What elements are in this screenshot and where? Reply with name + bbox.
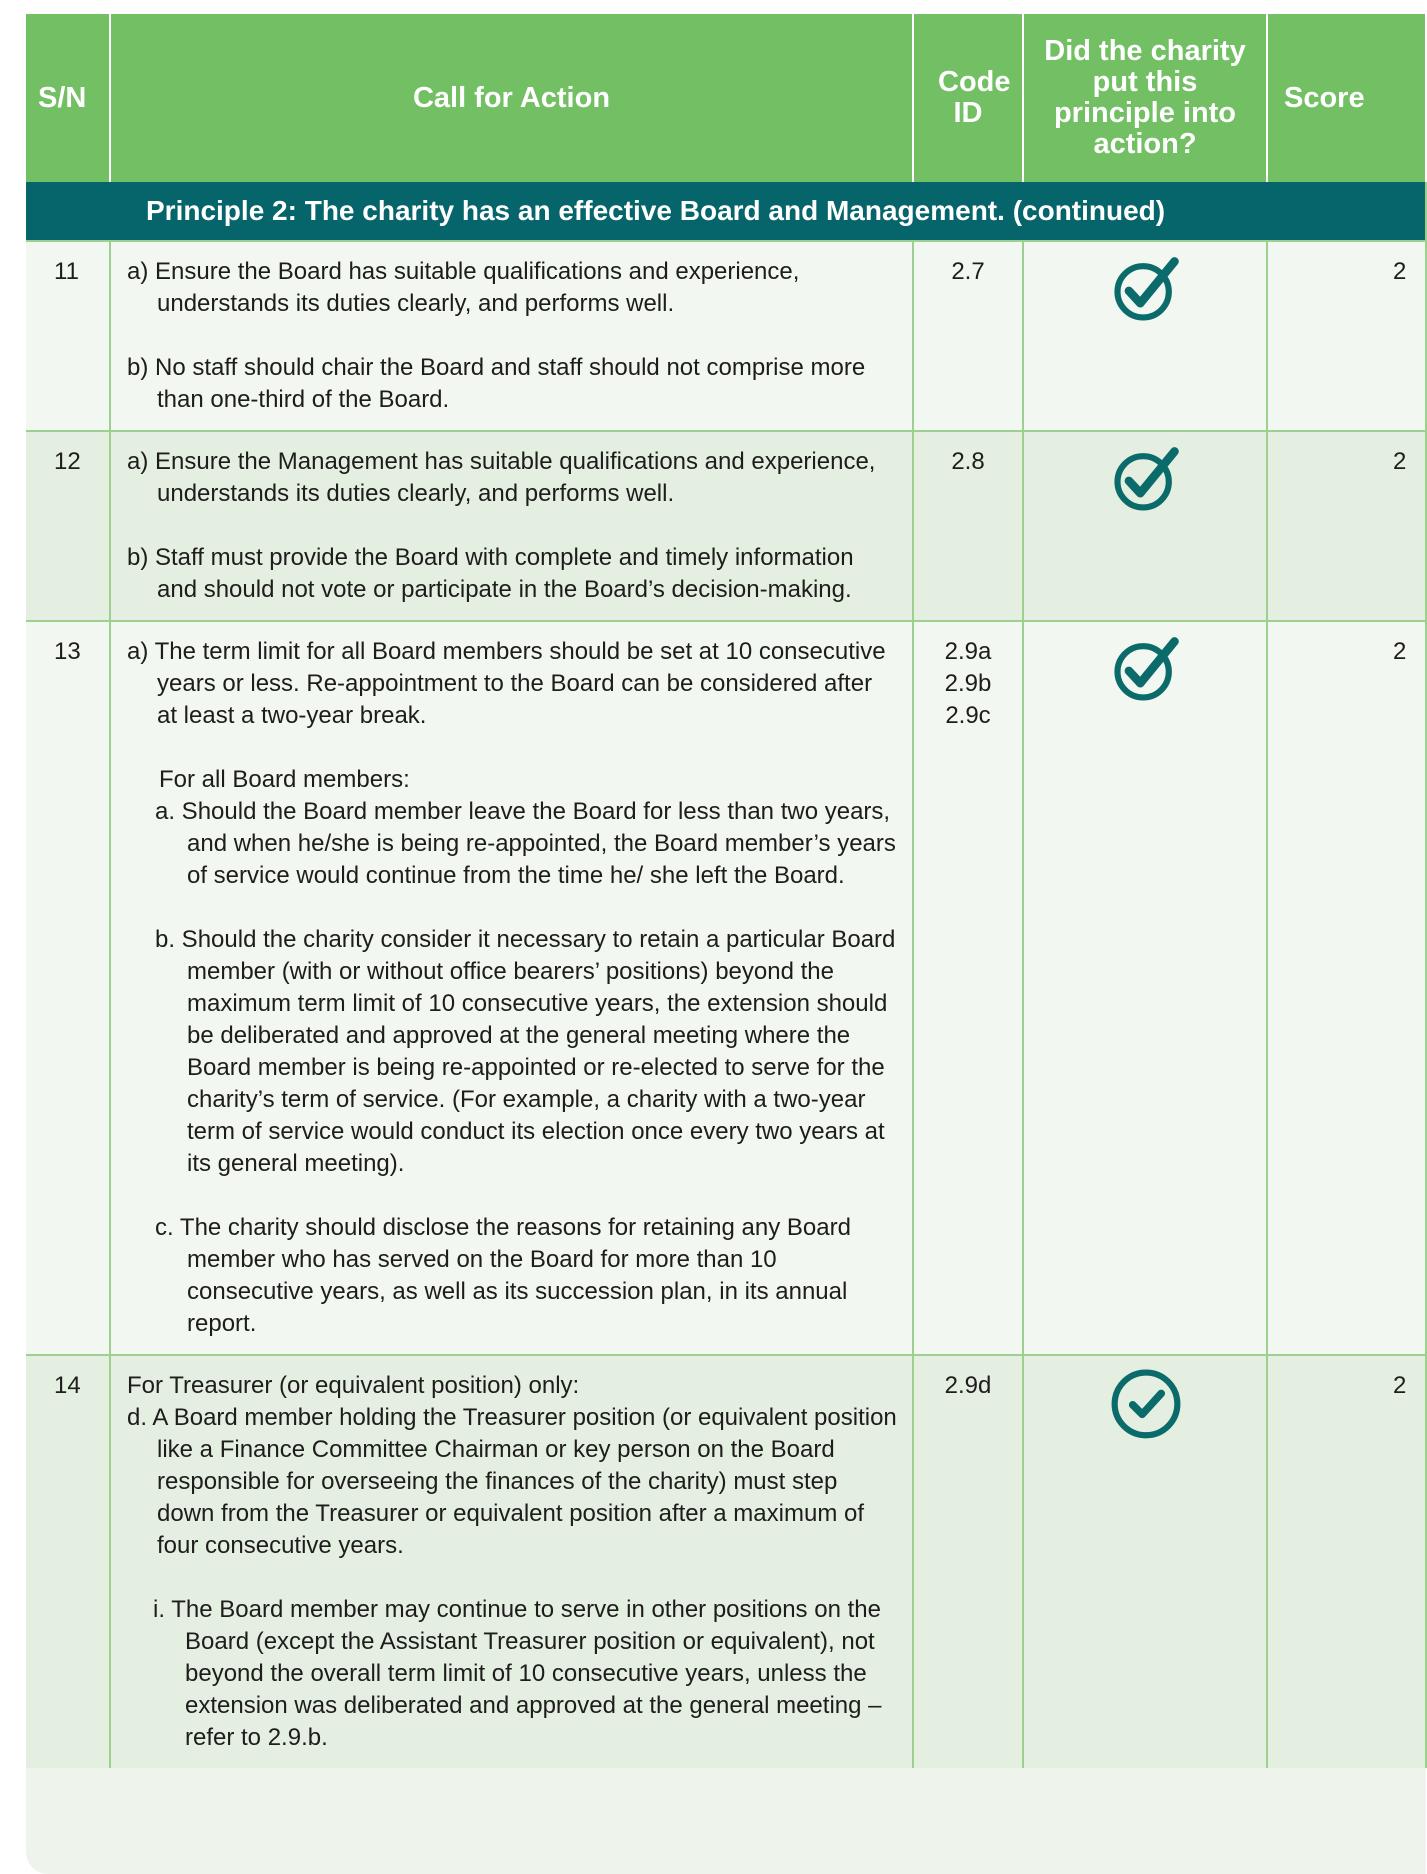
row-code-id [913, 241, 1023, 431]
code-id: 2.9d [944, 1372, 992, 1399]
row-score: 2 [1267, 1355, 1426, 1768]
principle-title: Principle 2: The charity has an effective Board and Management. (continued) [146, 195, 1166, 226]
row-sn: 12 [26, 431, 110, 621]
table-row [26, 621, 1426, 1355]
action-subitem: a. Should the Board member leave the Board for less than two years, and when he/she is being re-appointed, the Board member’s years of service would continue from the time he/ she left the Board. [155, 798, 896, 889]
table-row [26, 431, 1426, 621]
table-header-row [26, 14, 1426, 182]
code-id: 2.7 [951, 258, 985, 285]
header-sn: S/N [26, 14, 110, 182]
code-id: 2.9a [944, 638, 992, 665]
principle-row [26, 182, 1426, 241]
action-subitem: i. The Board member may continue to serve in other positions on the Board (except the Assistant Treasurer position or equivalent), not beyond the overall term limit of 10 consecutive years, unless the extension was deliberated and approved at the general meeting – refer to 2.9.b. [153, 1596, 882, 1751]
check-circle-icon [1108, 630, 1184, 706]
row-score: 2 [1267, 431, 1426, 621]
check-circle-icon [1108, 1364, 1184, 1440]
action-subitem: b. Should the charity consider it necessary to retain a particular Board member (with or without office bearers’ positions) beyond the maximum term limit of 10 consecutive years, the extension should be deliberated and approved at the general meeting where the Board member is being re-appointed or re-elected to serve for the charity’s term of service. (For example, a charity with a two-year term of service would conduct its election once every two years at its general meeting). [155, 926, 896, 1177]
governance-table-container [26, 14, 1426, 1874]
code-id: 2.9b [944, 670, 992, 697]
row-check [1023, 1355, 1267, 1768]
check-circle-icon [1108, 440, 1184, 516]
code-id: 2.8 [951, 448, 985, 475]
row-score: 2 [1267, 621, 1426, 1355]
row-call-for-action [110, 1355, 913, 1768]
action-subitem: c. The charity should disclose the reasons for retaining any Board member who has served on the Board for more than 10 consecutive years, as well as its succession plan, in its annual report. [155, 1214, 851, 1337]
header-score: Score [1267, 14, 1426, 182]
row-call-for-action [110, 241, 913, 431]
row-sn: 14 [26, 1355, 110, 1768]
action-subheading: For Treasurer (or equivalent position) only: [127, 1372, 580, 1399]
row-code-id [913, 1355, 1023, 1768]
row-call-for-action [110, 431, 913, 621]
table-row [26, 241, 1426, 431]
row-code-id [913, 431, 1023, 621]
row-check [1023, 621, 1267, 1355]
row-score: 2 [1267, 241, 1426, 431]
header-code-id: Code ID [913, 14, 1023, 182]
action-paragraph: d. A Board member holding the Treasurer position (or equivalent position like a Finance Committee Chairman or key person on the Board responsible for overseeing the finances of the charity) must step down from the Treasurer or equivalent position after a maximum of four consecutive years. [127, 1404, 897, 1559]
row-code-id [913, 621, 1023, 1355]
row-check [1023, 431, 1267, 621]
check-circle-icon [1108, 250, 1184, 326]
table-row [26, 1355, 1426, 1768]
row-sn: 11 [26, 241, 110, 431]
row-call-for-action [110, 621, 913, 1355]
header-did-charity: Did the charity put this principle into action? [1023, 14, 1267, 182]
row-check [1023, 241, 1267, 431]
action-paragraph: a) The term limit for all Board members should be set at 10 consecutive years or less. Re-appointment to the Board can be considered after at least a two-year break. [127, 638, 886, 729]
action-subheading: For all Board members: [159, 766, 410, 793]
governance-evaluation-table [26, 14, 1427, 1768]
row-sn: 13 [26, 621, 110, 1355]
action-paragraph: a) Ensure the Board has suitable qualifications and experience, understands its duties clearly, and performs well. [127, 258, 800, 317]
action-paragraph: b) Staff must provide the Board with complete and timely information and should not vote or participate in the Board’s decision-making. [127, 544, 854, 603]
action-paragraph: a) Ensure the Management has suitable qualifications and experience, understands its duties clearly, and performs well. [127, 448, 876, 507]
code-id: 2.9c [945, 702, 991, 729]
action-paragraph: b) No staff should chair the Board and staff should not comprise more than one-third of the Board. [127, 354, 866, 413]
header-call-for-action: Call for Action [110, 14, 913, 182]
